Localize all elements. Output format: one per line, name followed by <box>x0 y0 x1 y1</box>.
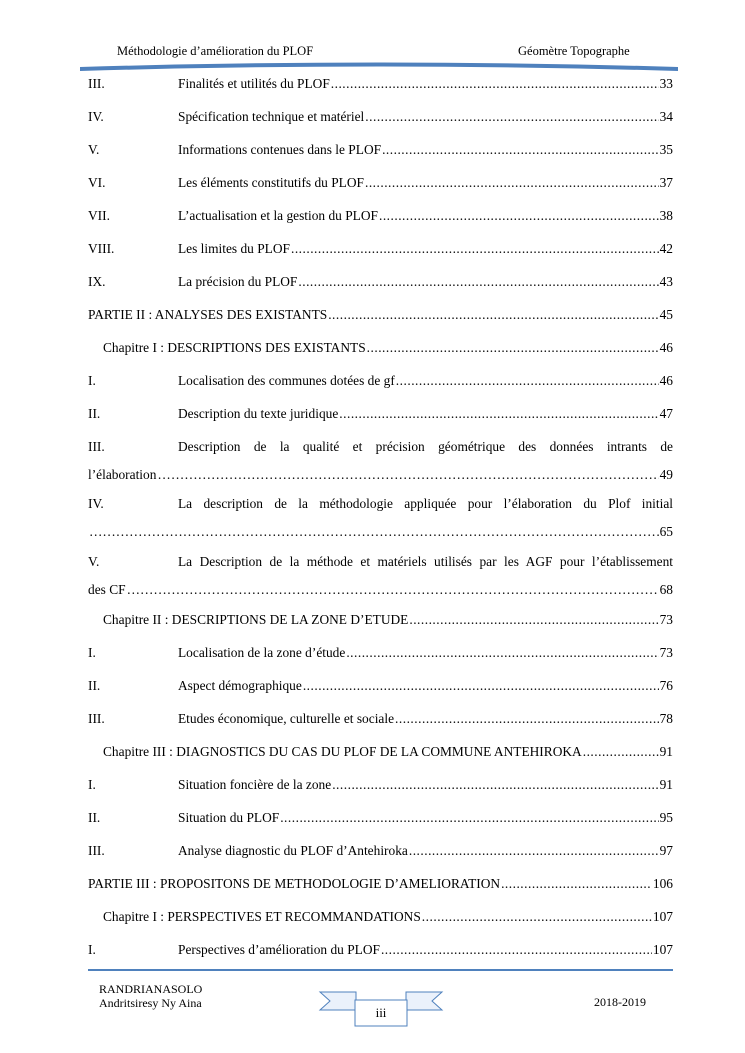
toc-entry-title: Chapitre I : DESCRIPTIONS DES EXISTANTS <box>103 340 366 355</box>
toc-entry-page: 47 <box>659 406 673 421</box>
toc-entry-page: 46 <box>659 340 673 355</box>
toc-entry-title: Description de la qualité et précision géométrique des données intrants de <box>178 439 673 454</box>
footer-author <box>99 982 202 1010</box>
toc-entry-title: Les limites du PLOF <box>178 241 290 256</box>
toc-entry-title-continued: des CF <box>88 582 126 597</box>
toc-entry-title: PARTIE III : PROPOSITONS DE METHODOLOGIE D’AMELIORATION <box>88 876 501 891</box>
toc-leader <box>339 406 658 422</box>
toc-entry-number: V. <box>88 142 100 157</box>
toc-entry-page: 68 <box>659 582 673 597</box>
toc-leader <box>127 582 659 598</box>
toc-leader <box>328 307 658 323</box>
toc-leader <box>346 645 658 661</box>
toc-leader <box>409 612 658 628</box>
toc-entry-number: V. <box>88 554 100 569</box>
toc-leader <box>303 678 659 694</box>
toc-entry-title: Situation du PLOF <box>178 810 280 825</box>
toc-leader <box>332 777 658 793</box>
toc-entry-page: 35 <box>659 142 673 157</box>
toc-entry-number: III. <box>88 76 105 91</box>
toc-entry-page: 37 <box>659 175 673 190</box>
toc-entry-page: 97 <box>659 843 673 858</box>
toc-entry-title: Les éléments constitutifs du PLOF <box>178 175 364 190</box>
header-discipline: Géomètre Topographe <box>518 44 630 58</box>
toc-leader <box>298 274 658 290</box>
footer-year: 2018-2019 <box>594 995 646 1009</box>
toc-entry-page: 76 <box>659 678 673 693</box>
toc-entry-title: Finalités et utilités du PLOF <box>178 76 330 91</box>
toc-entry-page: 107 <box>652 909 673 924</box>
toc-entry-page: 73 <box>659 612 673 627</box>
page-number: iii <box>375 1005 387 1020</box>
toc-entry-page: 38 <box>659 208 673 223</box>
toc-leader <box>396 373 659 389</box>
toc-leader <box>409 843 659 859</box>
toc-leader <box>89 524 659 540</box>
toc-entry-title: La description de la méthodologie appliquée pour l’élaboration du Plof initial <box>178 496 673 511</box>
toc-entry-title-continued: l’élaboration <box>88 467 157 482</box>
footer-rule <box>88 968 673 974</box>
toc-entry-title: Analyse diagnostic du PLOF d’Antehiroka <box>178 843 408 858</box>
toc-entry-title: L’actualisation et la gestion du PLOF <box>178 208 378 223</box>
toc-entry-title: Chapitre II : DESCRIPTIONS DE LA ZONE D’ETUDE <box>103 612 409 627</box>
toc-leader <box>365 109 658 125</box>
toc-entry-title: Description du texte juridique <box>178 406 339 421</box>
toc-entry-page: 107 <box>652 942 673 957</box>
header-document-title: Méthodologie d’amélioration du PLOF <box>117 44 314 58</box>
ribbon-right-tail <box>406 992 442 1010</box>
toc-entry-page: 73 <box>659 645 673 660</box>
toc-entry-title: La précision du PLOF <box>178 274 298 289</box>
toc-entry-title: Chapitre III : DIAGNOSTICS DU CAS DU PLOF DE LA COMMUNE ANTEHIROKA <box>103 744 582 759</box>
toc-entry-number: I. <box>88 645 96 660</box>
toc-entry-number: II. <box>88 406 101 421</box>
toc-entry-number: III. <box>88 439 105 454</box>
toc-entry-title: Localisation de la zone d’étude <box>178 645 346 660</box>
toc-entry-title: Aspect démographique <box>178 678 302 693</box>
toc-entry-title: La Description de la méthode et matériels utilisés par les AGF pour l’établissement <box>178 554 673 569</box>
toc-entry-page: 78 <box>659 711 673 726</box>
toc-entry-page: 45 <box>659 307 673 322</box>
toc-leader <box>382 142 659 158</box>
footer-author-line2: Andritsiresy Ny Aina <box>99 996 202 1010</box>
toc-entry-number: VIII. <box>88 241 115 256</box>
toc-entry-number: III. <box>88 843 105 858</box>
toc-leader <box>331 76 659 92</box>
toc-entry-page: 65 <box>659 524 673 539</box>
toc-leader <box>379 208 659 224</box>
toc-leader <box>291 241 659 257</box>
toc-entry-number: VII. <box>88 208 110 223</box>
toc-entry-number: VI. <box>88 175 106 190</box>
toc-entry-title: Spécification technique et matériel <box>178 109 365 124</box>
toc-leader <box>422 909 652 925</box>
toc-leader <box>381 942 652 958</box>
toc-leader <box>365 175 659 191</box>
toc-entry-page: 106 <box>652 876 673 891</box>
toc-leader <box>280 810 658 826</box>
toc-entry-title: Etudes économique, culturelle et sociale <box>178 711 395 726</box>
toc-entry-page: 49 <box>659 467 673 482</box>
toc-entry-number: II. <box>88 810 101 825</box>
toc-entry-title: Localisation des communes dotées de gf <box>178 373 395 388</box>
toc-entry-number: IV. <box>88 109 104 124</box>
toc-entry-page: 43 <box>659 274 673 289</box>
toc-entry-number: II. <box>88 678 101 693</box>
toc-entry-number: I. <box>88 942 96 957</box>
toc-entry-title: Informations contenues dans le PLOF <box>178 142 382 157</box>
toc-leader <box>367 340 659 356</box>
toc-entry-page: 95 <box>659 810 673 825</box>
toc-entry-number: IX. <box>88 274 106 289</box>
toc-entry-page: 33 <box>659 76 673 91</box>
ribbon-left-tail <box>320 992 356 1010</box>
footer-author-line1: RANDRIANASOLO <box>99 982 203 996</box>
toc-entry-page: 46 <box>659 373 673 388</box>
toc-entry-page: 91 <box>659 744 673 759</box>
toc-entry-page: 42 <box>659 241 673 256</box>
toc-leader <box>583 744 659 760</box>
toc-leader <box>157 467 658 483</box>
header-rule-band <box>80 63 678 72</box>
toc-entry-number: I. <box>88 373 96 388</box>
toc-entry-title: Situation foncière de la zone <box>178 777 332 792</box>
toc-entry-page: 34 <box>659 109 673 124</box>
toc-entry-number: III. <box>88 711 105 726</box>
toc-leader <box>501 876 652 892</box>
toc-entry-number: IV. <box>88 496 104 511</box>
toc-entry-title: Chapitre I : PERSPECTIVES ET RECOMMANDATIONS <box>103 909 421 924</box>
toc-entry-number: I. <box>88 777 96 792</box>
toc-entry-title: PARTIE II : ANALYSES DES EXISTANTS <box>88 307 328 322</box>
toc-entry-page: 91 <box>659 777 673 792</box>
toc-leader <box>395 711 659 727</box>
toc-entry-title: Perspectives d’amélioration du PLOF <box>178 942 380 957</box>
